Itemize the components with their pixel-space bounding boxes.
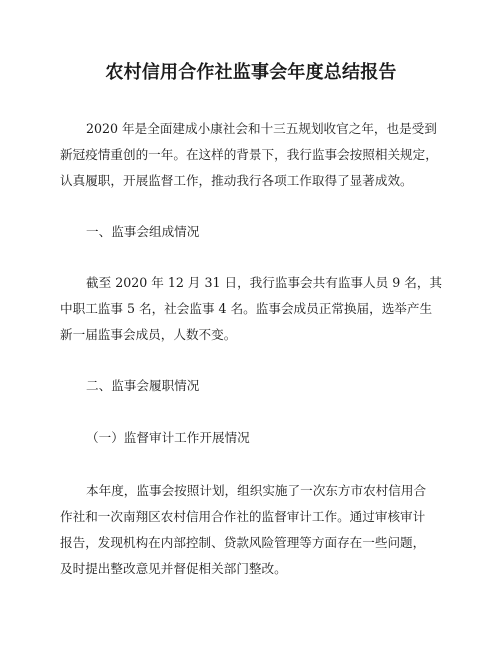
document-title: 农村信用合作社监事会年度总结报告 [105,62,397,83]
section-2-heading: 二、监事会履职情况 [86,378,200,393]
intro-line-3: 认真履职，开展监督工作，推动我行各项工作取得了显著成效。 [60,173,413,188]
section-2-line-3: 报告，发现机构在内部控制、贷款风险管理等方面存在一些问题， [60,535,426,550]
section-1-line-2: 中职工监事 5 名，社会监事 4 名。监事会成员正常换届，选举产生 [60,301,433,316]
section-2-line-1: 本年度，监事会按照计划，组织实施了一次东方市农村信用合 [86,483,427,498]
section-2-subheading: （一）监督审计工作开展情况 [86,430,250,445]
section-2-line-2: 作社和一次南翔区农村信用合作社的监督审计工作。通过审核审计 [60,509,426,524]
section-1-line-1: 截至 2020 年 12 月 31 日，我行监事会共有监事人员 9 名，其 [86,275,443,290]
intro-line-2: 新冠疫情重创的一年。在这样的背景下，我行监事会按照相关规定， [60,147,438,162]
section-1-heading: 一、监事会组成情况 [86,224,200,239]
section-2-line-4: 及时提出整改意见并督促相关部门整改。 [60,561,287,576]
section-1-line-3: 新一届监事会成员，人数不变。 [60,327,237,342]
intro-line-1: 2020 年是全面建成小康社会和十三五规划收官之年，也是受到 [86,121,437,136]
